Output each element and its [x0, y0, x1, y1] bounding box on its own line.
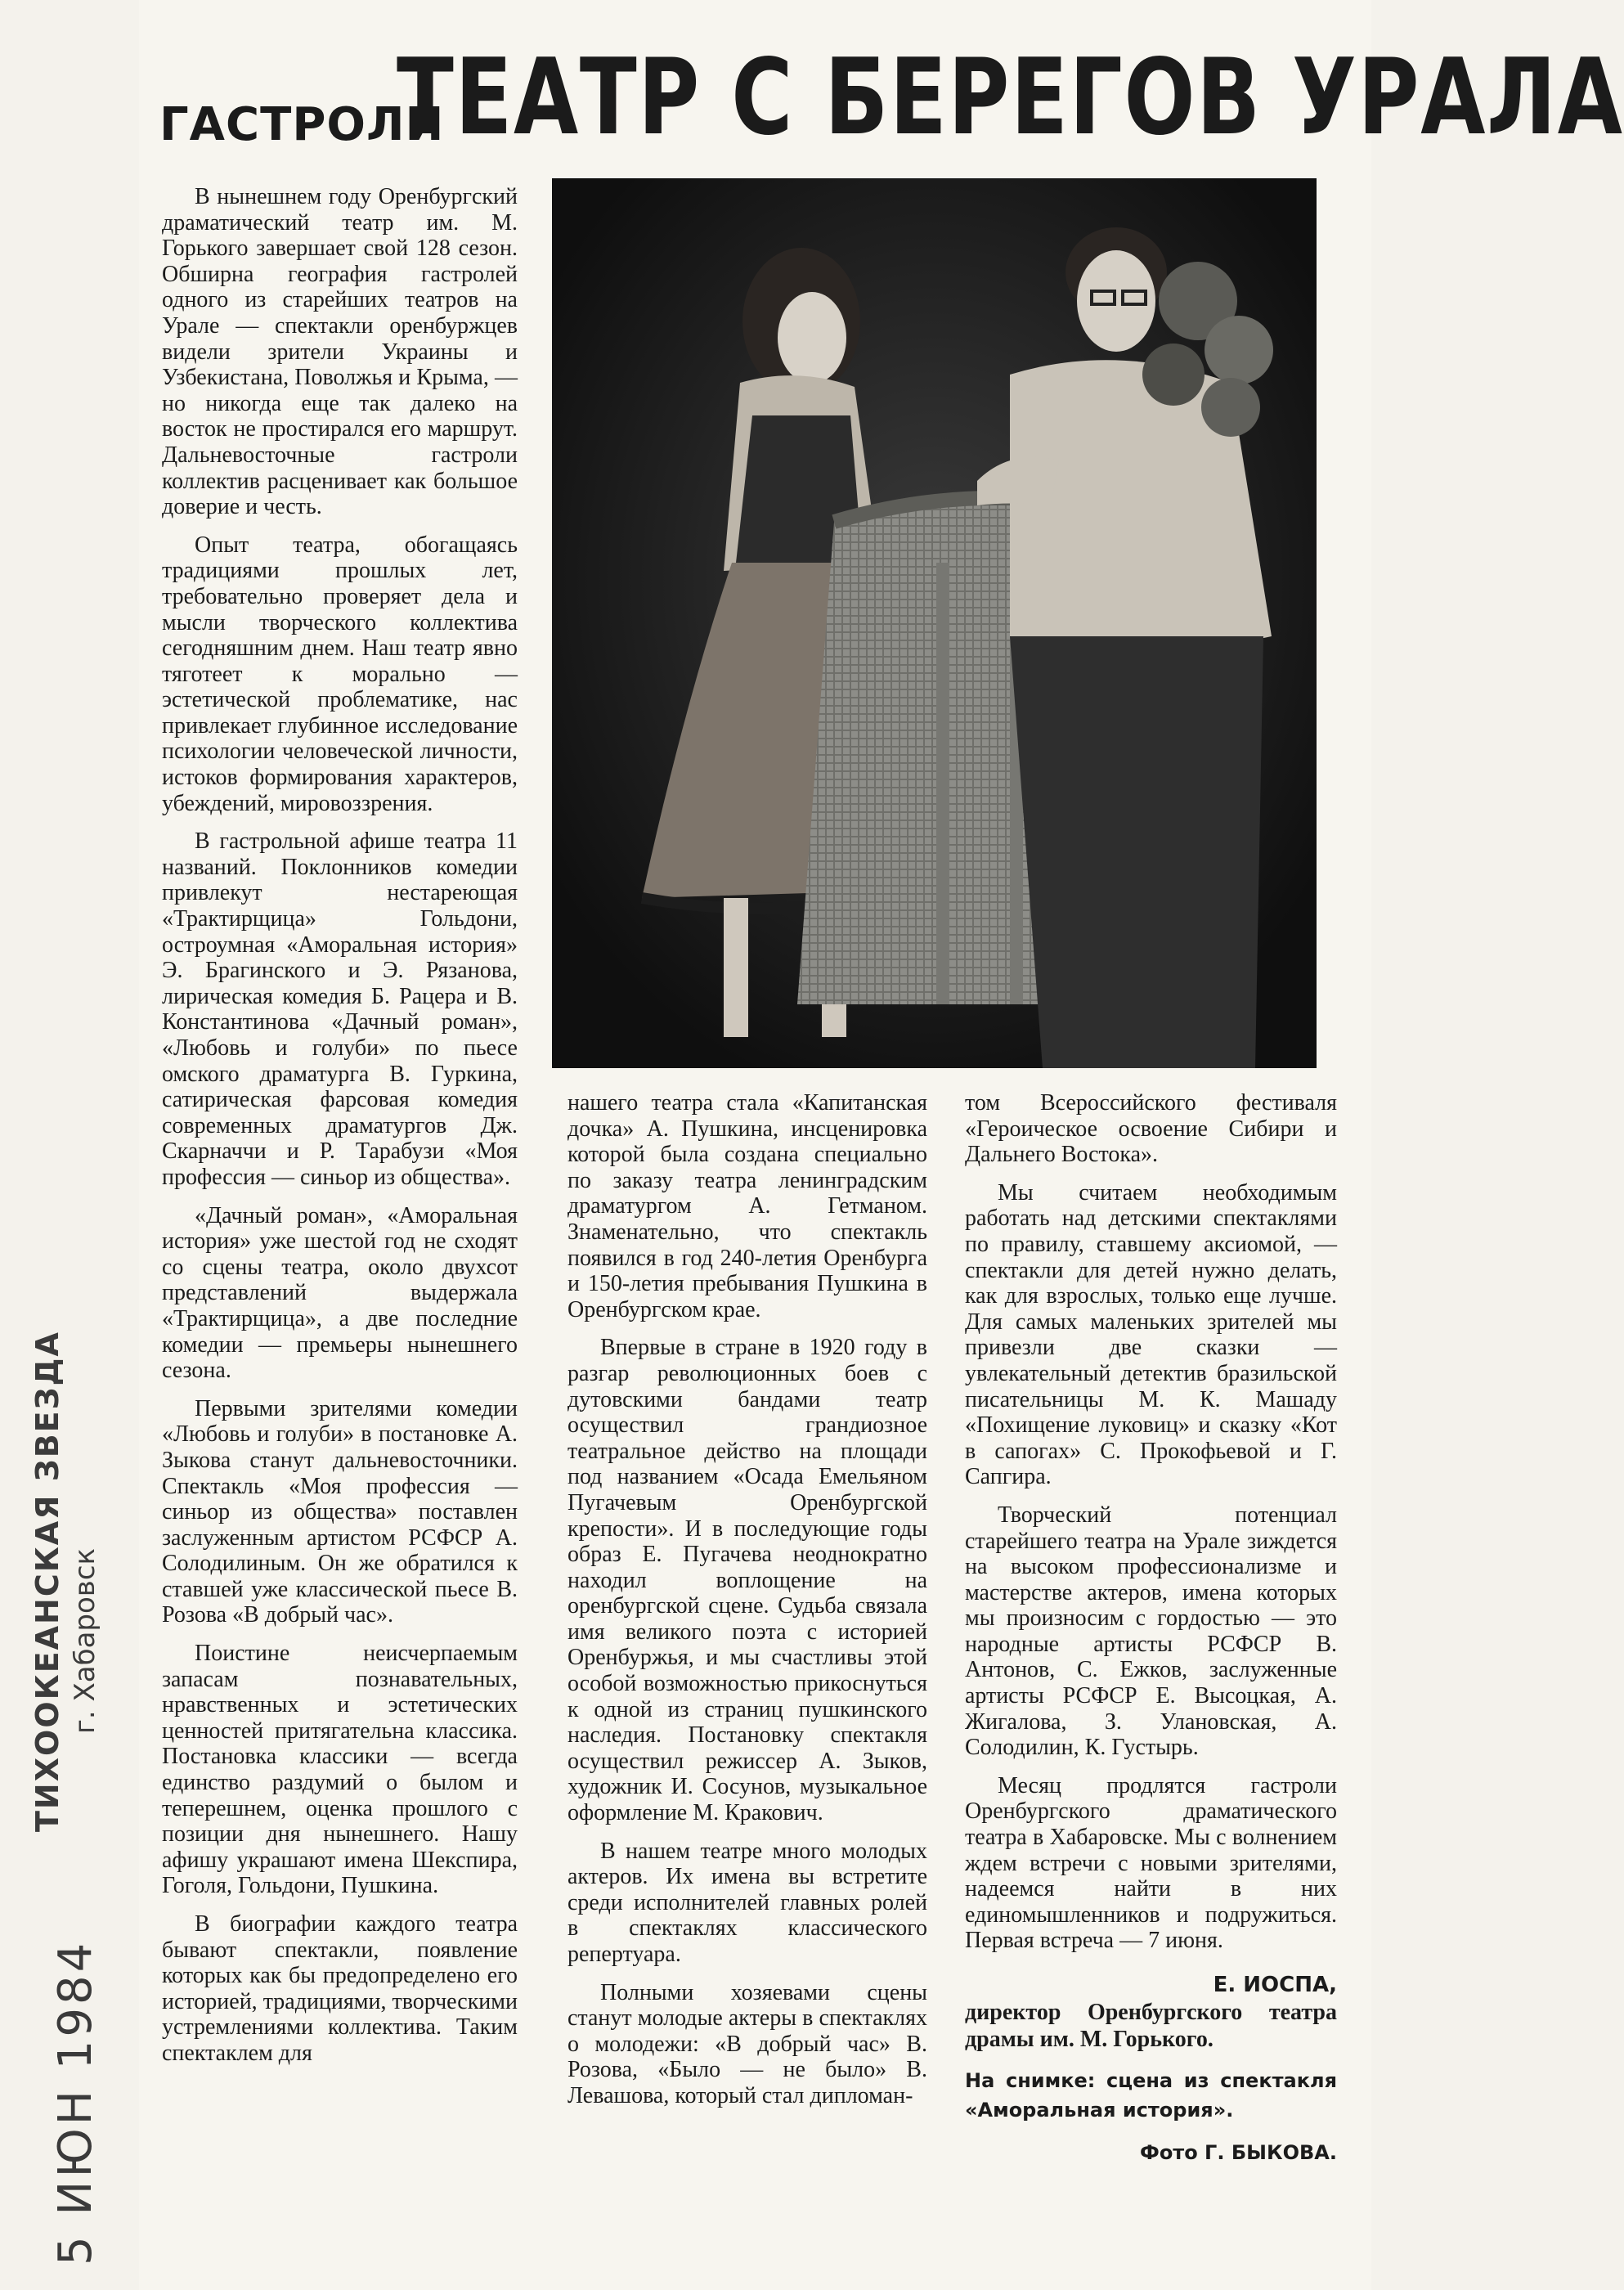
article-heading [159, 33, 1624, 164]
paragraph: В биографии каждого театра бывают спектакли, появление которых как бы предопределено его историей, традициями, творческими устремлениями коллектива. Таким спектаклем для [162, 1911, 518, 2066]
text-column-2 [568, 1090, 927, 2109]
signature-block [965, 1972, 1337, 2167]
paragraph: Впервые в стране в 1920 году в разгар революционных боев с дутовскими бандами театр осуществил грандиозное театральное действо на площади под названием «Осада Емельяном Пугачевым Оренбургской крепости». И в последующие годы образ Е. Пугачева неоднократно находил воплощение на оренбургской сцене. Судьба связала имя великого поэта с историей Оренбуржья, и мы счастливы этой особой возможностью прикоснуться к одной из страниц пушкинского наследия. Постановку спектакля осуществил режиссер А. Зыков, художник И. Сосунов, музыкальное оформление М. Кракович. [568, 1335, 927, 1826]
paragraph: Творческий потенциал старейшего театра на Урале зиждется на высоком профессионализме и мастерстве актеров, имена которых мы произносим с гордостью — это народные артисты РСФСР В. Антонов, С. Ежков, заслуженные артисты РСФСР Е. Высоцкая, А. Жигалова, З. Улановская, А. Солодилин, К. Густырь. [965, 1502, 1337, 1761]
text-column-1 [162, 184, 518, 2067]
paragraph: «Дачный роман», «Аморальная история» уже шестой год не сходят со сцены театра, около двухсот представлений выдержала «Трактирщица», а две последние комедии — премьеры нынешнего сезона. [162, 1202, 518, 1384]
paragraph: нашего театра стала «Капитанская дочка» А. Пушкина, инсценировка которой была создана специально по заказу театра ленинградским драматургом А. Гетманом. Знаменательно, что спектакль появился в год 240-летия Оренбурга и 150-летия пребывания Пушкина в Оренбургском крае. [568, 1090, 927, 1322]
paragraph: том Всероссийского фестиваля «Героическое освоение Сибири и Дальнего Востока». [965, 1090, 1337, 1168]
photo-credit: Фото Г. БЫКОВА. [1140, 2141, 1337, 2164]
paragraph: Опыт театра, обогащаясь традициями прошлых лет, требовательно проверяет дела и мысли творческого коллектива сегодняшним днем. Наш театр явно тяготеет к морально — эстетической проблематике, нас привлекает глубинное исследование психологии человеческой личности, истоков формирования характеров, убеждений, мировоззрения. [162, 532, 518, 816]
text-column-3 [965, 1090, 1337, 2167]
clipping-date: 5 ИЮН 1984 [49, 1939, 102, 2265]
author-name: Е. ИОСПА, [1213, 1973, 1337, 1997]
rubric-label: ГАСТРОЛИ [159, 98, 445, 151]
photo-image [552, 178, 1317, 1068]
paragraph: Месяц продлятся гастроли Оренбургского драматического театра в Хабаровске. Мы с волнением ждем встречи с новыми зрителями, надеемся найти в них единомышленников и подружиться. Первая встреча — 7 июня. [965, 1772, 1337, 1954]
paragraph: В гастрольной афише театра 11 названий. Поклонников комедии привлекут нестареющая «Трактирщица» Гольдони, остроумная «Аморальная история» Э. Брагинского и Э. Рязанова, лирическая комедия Б. Рацера и В. Константинова «Дачный роман», «Любовь и голуби» по пьесе омского драматурга В. Гуркина, сатирическая фарсовая комедия современных драматургов Дж. Скарначчи и Р. Тарабузи «Моя профессия — синьор из общества». [162, 828, 518, 1190]
paragraph: Первыми зрителями комедии «Любовь и голуби» в постановке А. Зыкова станут дальневосточники. Спектакль «Моя профессия — синьор из общества» поставлен заслуженным артистом РСФСР А. Солодилиным. Он же обратился к ставшей уже классической пьесе В. Розова «В добрый час». [162, 1395, 518, 1628]
paragraph: Мы считаем необходимым работать над детскими спектаклями по правилу, ставшему аксиомой, — спектакли для детей нужно делать, как для взрослых, только еще лучше. Для самых маленьких зрителей мы привезли две сказки — увлекательный детектив бразильской писательницы М. К. Машаду «Похищение луковиц» и сказку «Кот в сапогах» С. Прокофьевой и Г. Сапгира. [965, 1179, 1337, 1490]
paragraph: В нашем театре много молодых актеров. Их имена вы встретите среди исполнителей главных ролей в спектаклях классического репертуара. [568, 1838, 927, 1967]
article-title: ТЕАТР С БЕРЕГОВ УРАЛА [397, 37, 1624, 159]
theatre-scene-photo [552, 178, 1317, 1068]
paragraph: Поистине неисчерпаемым запасам познавательных, нравственных и эстетических ценностей притягательна классика. Постановка классики — всегда единство раздумий о былом и теперешнем, оценка прошлого с позиции дня нынешнего. Нашу афишу украшают имена Шекспира, Гоголя, Гольдони, Пушкина. [162, 1641, 518, 1899]
clipping-stamp [0, 0, 139, 2290]
paragraph: В нынешнем году Оренбургский драматический театр им. М. Горького завершает свой 128 сезон. Обширна география гастролей одного из старейших театров на Урале — спектакли оренбуржцев видели зрители Украины и Узбекистана, Поволжья и Крыма, — но никогда еще так далеко на восток не простирался его маршрут. Дальневосточные гастроли коллектив расценивает как большое доверие и честь. [162, 184, 518, 520]
newspaper-city: г. Хабаровск [69, 1547, 101, 1734]
newspaper-name: ТИХООКЕАНСКАЯ ЗВЕЗДА [29, 1331, 65, 1832]
paragraph: Полными хозяевами сцены станут молодые актеры в спектаклях о молодежи: «В добрый час» В. Розова, «Было — не было» В. Левашова, который стал дипломан- [568, 1979, 927, 2108]
photo-caption: На снимке: сцена из спектакля «Аморальная история». [965, 2069, 1337, 2122]
author-role: директор Оренбургского театра драмы им. М. Горького. [965, 2000, 1337, 2052]
